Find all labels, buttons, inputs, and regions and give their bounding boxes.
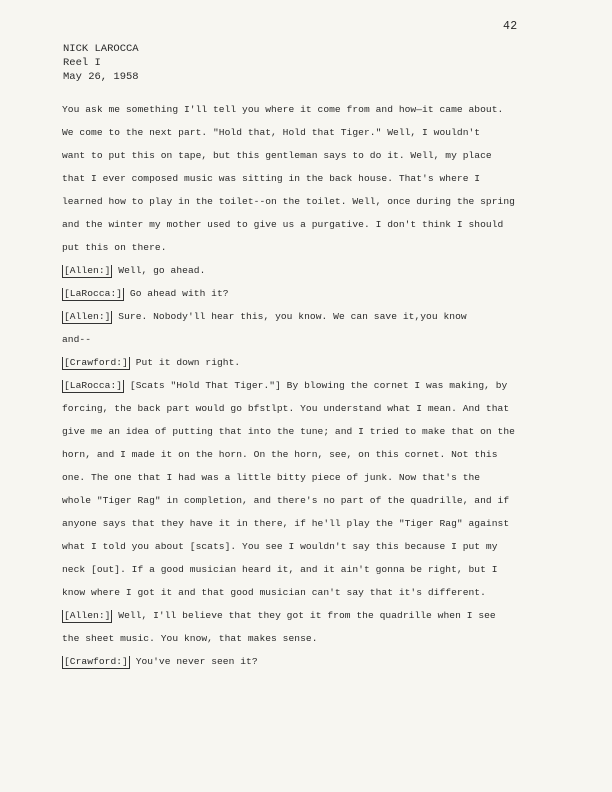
transcript-line [62,374,552,397]
transcript-line [62,627,552,650]
transcript-line [62,98,552,121]
line-text: whole "Tiger Rag" in completion, and there's no part of the quadrille, and if [62,495,510,506]
line-text: and the winter my mother used to give us a purgative. I don't think I should [62,219,504,230]
transcript-header [63,42,139,84]
line-text: Well, go ahead. [112,265,206,276]
transcript-line [62,167,552,190]
line-text: put this on there. [62,242,167,253]
transcript-line [62,558,552,581]
transcript-line [62,144,552,167]
line-speaker: [Allen:] [64,265,111,276]
transcript-line [62,328,552,351]
transcript-body [62,98,552,673]
line-text: forcing, the back part would go bfstlpt. You understand what I mean. And that [62,403,510,414]
line-text: Sure. Nobody'll hear this, you know. We can save it,you know [112,311,467,322]
line-text: neck [out]. If a good musician heard it, and it ain't gonna be right, but I [62,564,498,575]
transcript-line [62,466,552,489]
transcript-line [62,420,552,443]
line-text: Well, I'll believe that they got it from the quadrille when I see [112,610,496,621]
line-text: know where I got it and that good musician can't say that it's different. [62,587,486,598]
line-speaker: [LaRocca:] [64,288,123,299]
transcript-line [62,305,552,328]
line-text: anyone says that they have it in there, if he'll play the "Tiger Rag" against [62,518,510,529]
transcript-line [62,512,552,535]
line-text: horn, and I made it on the horn. On the horn, see, on this cornet. Not this [62,449,498,460]
page-number: 42 [503,20,518,33]
line-speaker: [Allen:] [64,610,111,621]
transcript-line [62,489,552,512]
line-speaker: [Allen:] [64,311,111,322]
transcript-line [62,397,552,420]
line-text: You've never seen it? [129,656,258,667]
transcript-line [62,535,552,558]
line-text: and-- [62,334,92,345]
transcript-line [62,121,552,144]
transcript-line [62,604,552,627]
transcript-line [62,443,552,466]
transcript-line [62,282,552,305]
transcript-line [62,259,552,282]
transcript-line [62,236,552,259]
line-text: You ask me something I'll tell you where it come from and how—it came about. [62,104,504,115]
line-speaker: [Crawford:] [64,357,128,368]
line-text: what I told you about [scats]. You see I wouldn't say this because I put my [62,541,498,552]
line-text: want to put this on tape, but this gentleman says to do it. Well, my place [62,150,492,161]
interviewee-name: NICK LAROCCA [63,43,139,55]
transcript-line [62,213,552,236]
line-text: learned how to play in the toilet--on the toilet. Well, once during the spring [62,196,515,207]
transcript-line [62,190,552,213]
transcript-line [62,581,552,604]
reel-label: Reel I [63,57,101,69]
interview-date: May 26, 1958 [63,71,139,83]
line-text: Put it down right. [129,357,241,368]
line-speaker: [LaRocca:] [64,380,123,391]
transcript-line [62,351,552,374]
line-text: one. The one that I had was a little bitty piece of junk. Now that's the [62,472,481,483]
transcript-line [62,650,552,673]
line-speaker: [Crawford:] [64,656,128,667]
line-text: Go ahead with it? [124,288,229,299]
line-text: [Scats "Hold That Tiger."] By blowing the cornet I was making, by [124,380,508,391]
line-text: give me an idea of putting that into the tune; and I tried to make that on the [62,426,515,437]
line-text: the sheet music. You know, that makes sense. [62,633,318,644]
line-text: We come to the next part. "Hold that, Hold that Tiger." Well, I wouldn't [62,127,481,138]
line-text: that I ever composed music was sitting in the back house. That's where I [62,173,481,184]
